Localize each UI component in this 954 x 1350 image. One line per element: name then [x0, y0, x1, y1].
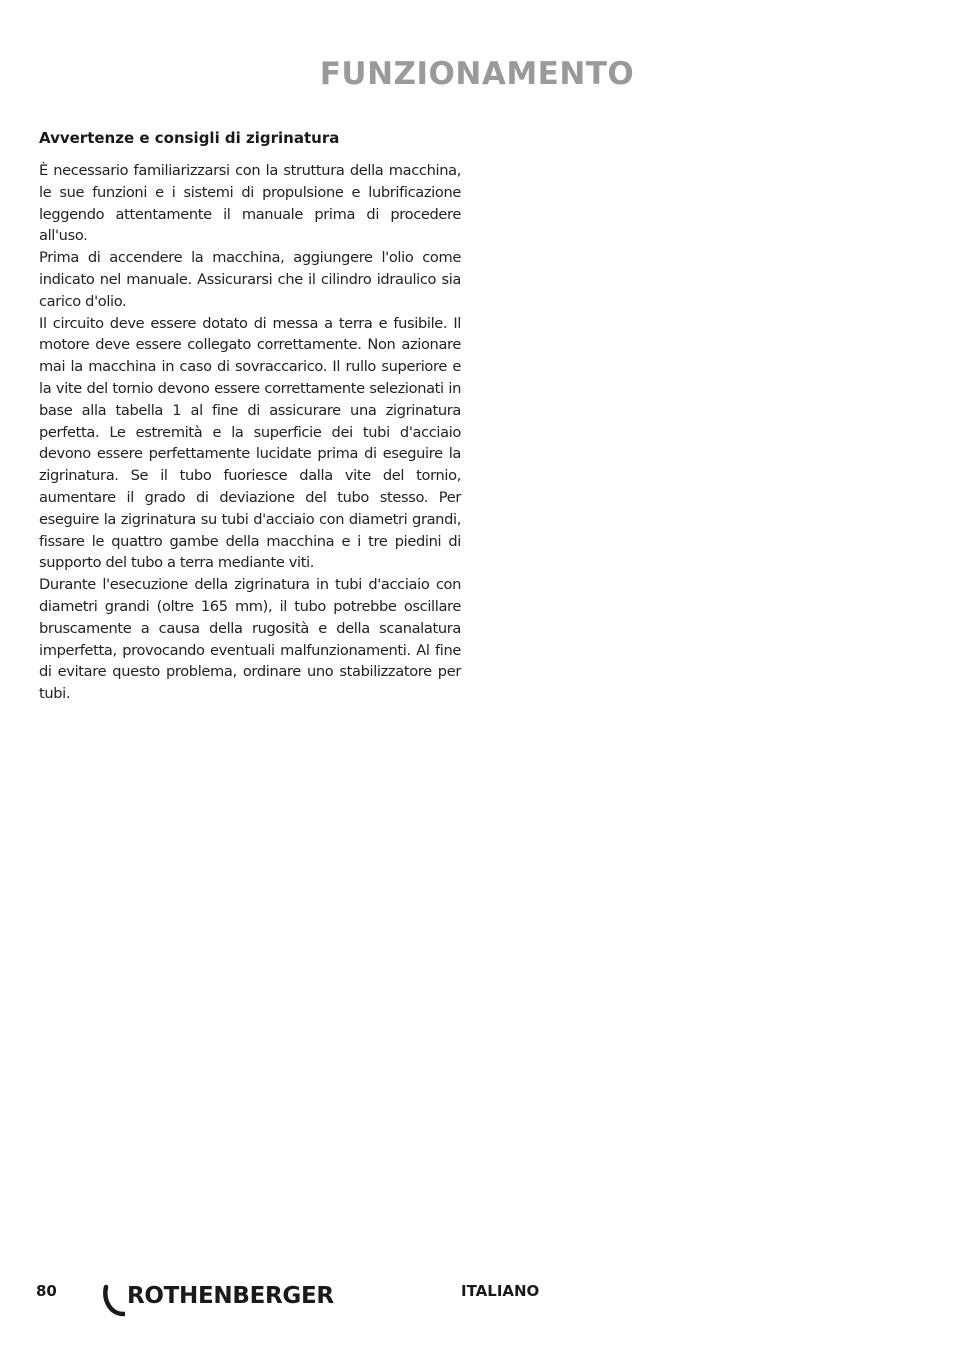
page-number: 80 — [36, 1282, 57, 1300]
paragraph-familiarization: È necessario familiarizzarsi con la struttura della macchina, le sue funzioni e i sistemi di propulsione e lubrificazione leggendo attentamente il manuale prima di procedere all'uso. — [39, 162, 461, 245]
brand-swoosh-icon — [103, 1281, 125, 1317]
brand-name: ROTHENBERGER — [127, 1283, 334, 1309]
brand-logo — [103, 1281, 334, 1321]
paragraph-oil: Prima di accendere la macchina, aggiungere l'olio come indicato nel manuale. Assicurarsi che il cilindro idraulico sia carico d'olio. — [39, 249, 461, 310]
language-label: ITALIANO — [461, 1282, 540, 1300]
section-heading: Avvertenze e consigli di zigrinatura — [39, 129, 340, 147]
paragraph-circuit: Il circuito deve essere dotato di messa a terra e fusibile. Il motore deve essere collegato correttamente. Non azionare mai la macchina in caso di sovraccarico. Il rullo superiore e la vite del tornio devono essere correttamente selezionati in base alla tabella 1 al fine di assicurare una zigrinatura perfetta. Le estremità e la superficie dei tubi d'acciaio devono essere perfettamente lucidate prima di eseguire la zigrinatura. Se il tubo fuoriesce dalla vite del tornio, aumentare il grado di deviazione del tubo stesso. Per eseguire la zigrinatura su tubi d'acciaio con diametri grandi, fissare le quattro gambe della macchina e i tre piedini di supporto del tubo a terra mediante viti. — [39, 314, 461, 572]
main-content — [39, 128, 461, 705]
paragraph-large-diameter: Durante l'esecuzione della zigrinatura in tubi d'acciaio con diametri grandi (oltre 165 mm), il tubo potrebbe oscillare bruscamente a causa della rugosità e della scanalatura imperfetta, provocando eventuali malfunzionamenti. Al fine di evitare questo problema, ordinare uno stabilizzatore per tubi. — [39, 576, 461, 703]
page-title: FUNZIONAMENTO — [319, 56, 635, 92]
